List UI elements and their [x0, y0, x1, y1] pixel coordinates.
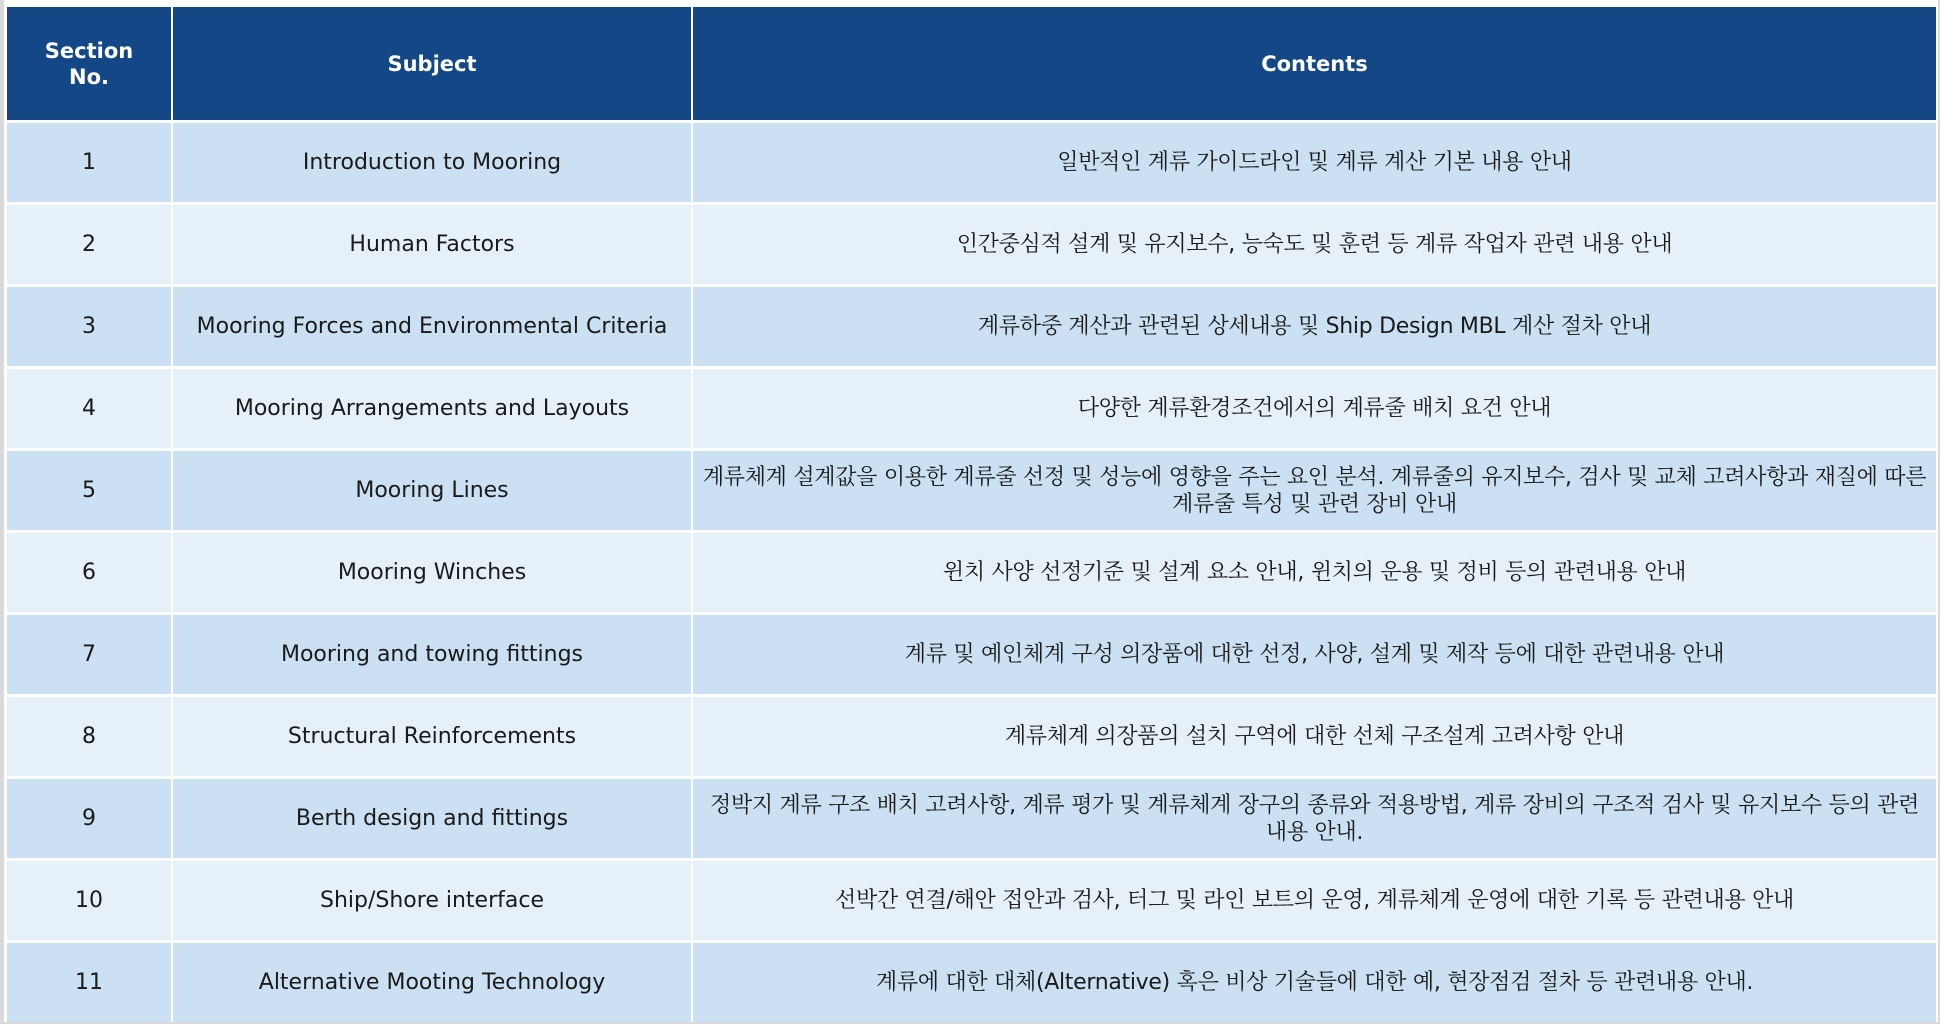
header-section-no-line1: Section: [44, 38, 134, 63]
section-no-cell: 2: [7, 205, 171, 284]
contents-cell: 일반적인 계류 가이드라인 및 계류 계산 기본 내용 안내: [693, 123, 1936, 202]
table-row: [7, 779, 1936, 858]
subject-cell: Introduction to Mooring: [173, 123, 691, 202]
subject-cell: Berth design and fittings: [173, 779, 691, 858]
contents-cell: 윈치 사양 선정기준 및 설계 요소 안내, 윈치의 운용 및 정비 등의 관련내용 안내: [693, 533, 1936, 612]
table-row: [7, 615, 1936, 694]
contents-cell: 계류 및 예인체계 구성 의장품에 대한 선정, 사양, 설계 및 제작 등에 대한 관련내용 안내: [693, 615, 1936, 694]
table-row: [7, 861, 1936, 940]
section-no-cell: 10: [7, 861, 171, 940]
section-no-cell: 9: [7, 779, 171, 858]
contents-cell: 다양한 계류환경조건에서의 계류줄 배치 요건 안내: [693, 369, 1936, 448]
table-row: [7, 943, 1936, 1022]
contents-cell: 계류체계 의장품의 설치 구역에 대한 선체 구조설계 고려사항 안내: [693, 697, 1936, 776]
contents-cell: 계류하중 계산과 관련된 상세내용 및 Ship Design MBL 계산 절차 안내: [693, 287, 1936, 366]
section-no-cell: 7: [7, 615, 171, 694]
header-section-no-line2: No.: [69, 64, 109, 89]
subject-cell: Structural Reinforcements: [173, 697, 691, 776]
header-section-no: [7, 7, 171, 120]
subject-cell: Ship/Shore interface: [173, 861, 691, 940]
table-row: [7, 287, 1936, 366]
subject-cell: Alternative Mooting Technology: [173, 943, 691, 1022]
page-frame-left: [0, 0, 4, 1024]
subject-cell: Mooring Winches: [173, 533, 691, 612]
section-no-cell: 11: [7, 943, 171, 1022]
table-row: [7, 369, 1936, 448]
table-row: [7, 697, 1936, 776]
section-no-cell: 6: [7, 533, 171, 612]
table-row: [7, 451, 1936, 530]
section-no-cell: 1: [7, 123, 171, 202]
subject-cell: Human Factors: [173, 205, 691, 284]
subject-cell: Mooring Forces and Environmental Criteria: [173, 287, 691, 366]
contents-cell: 정박지 계류 구조 배치 고려사항, 계류 평가 및 계류체계 장구의 종류와 적용방법, 계류 장비의 구조적 검사 및 유지보수 등의 관련내용 안내.: [693, 779, 1936, 858]
subject-cell: Mooring Arrangements and Layouts: [173, 369, 691, 448]
contents-cell: 계류체계 설계값을 이용한 계류줄 선정 및 성능에 영향을 주는 요인 분석. 계류줄의 유지보수, 검사 및 교체 고려사항과 재질에 따른 계류줄 특성 및 관련 장비 안내: [693, 451, 1936, 530]
contents-cell: 계류에 대한 대체(Alternative) 혹은 비상 기술들에 대한 예, 현장점검 절차 등 관련내용 안내.: [693, 943, 1936, 1022]
subject-cell: Mooring Lines: [173, 451, 691, 530]
table-row: [7, 533, 1936, 612]
header-subject: Subject: [173, 7, 691, 120]
header-contents: Contents: [693, 7, 1936, 120]
section-no-cell: 5: [7, 451, 171, 530]
subject-cell: Mooring and towing fittings: [173, 615, 691, 694]
section-no-cell: 4: [7, 369, 171, 448]
table-header-row: [7, 7, 1936, 120]
contents-cell: 선박간 연결/해안 접안과 검사, 터그 및 라인 보트의 운영, 계류체계 운영에 대한 기록 등 관련내용 안내: [693, 861, 1936, 940]
table-row: [7, 123, 1936, 202]
contents-cell: 인간중심적 설계 및 유지보수, 능숙도 및 훈련 등 계류 작업자 관련 내용 안내: [693, 205, 1936, 284]
section-no-cell: 3: [7, 287, 171, 366]
table-row: [7, 205, 1936, 284]
section-no-cell: 8: [7, 697, 171, 776]
sections-table: [5, 4, 1938, 1025]
